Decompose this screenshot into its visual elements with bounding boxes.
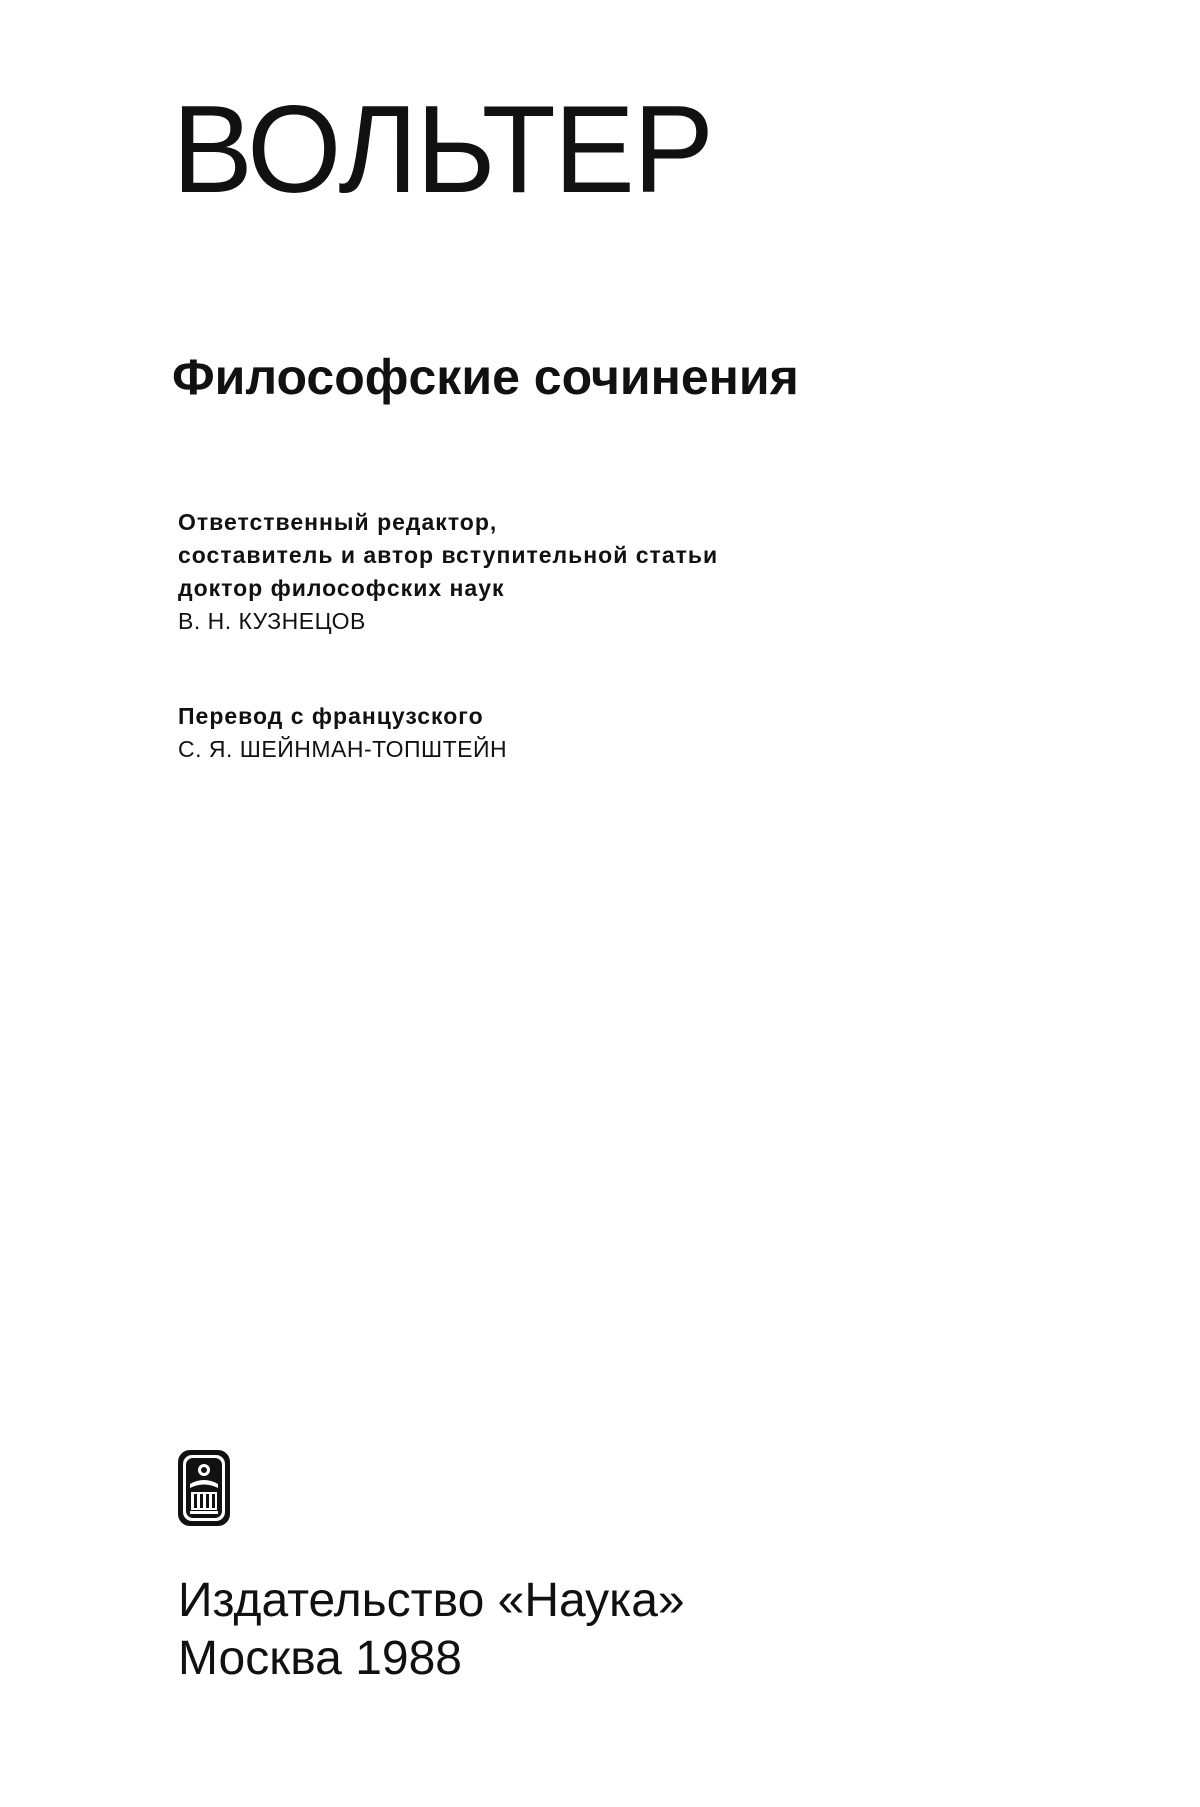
publisher-imprint [178, 1572, 685, 1688]
editor-role-line: Ответственный редактор, [178, 509, 498, 535]
editor-role-line: доктор философских наук [178, 575, 505, 601]
translator-name: С. Я. ШЕЙНМАН-ТОПШТЕЙН [178, 736, 508, 762]
author-name: ВОЛЬТЕР [172, 81, 713, 219]
translation-line: Перевод с французского [178, 703, 484, 729]
publisher-emblem-icon [176, 1448, 232, 1528]
translation-credits [178, 700, 507, 766]
publisher-name: Издательство «Наука» [178, 1574, 685, 1627]
city-year: Москва 1988 [178, 1632, 462, 1685]
editor-name: В. Н. КУЗНЕЦОВ [178, 608, 366, 634]
editor-role-line: составитель и автор вступительной статьи [178, 542, 719, 568]
book-subtitle: Философские сочинения [172, 349, 799, 405]
editor-credits [178, 506, 718, 638]
